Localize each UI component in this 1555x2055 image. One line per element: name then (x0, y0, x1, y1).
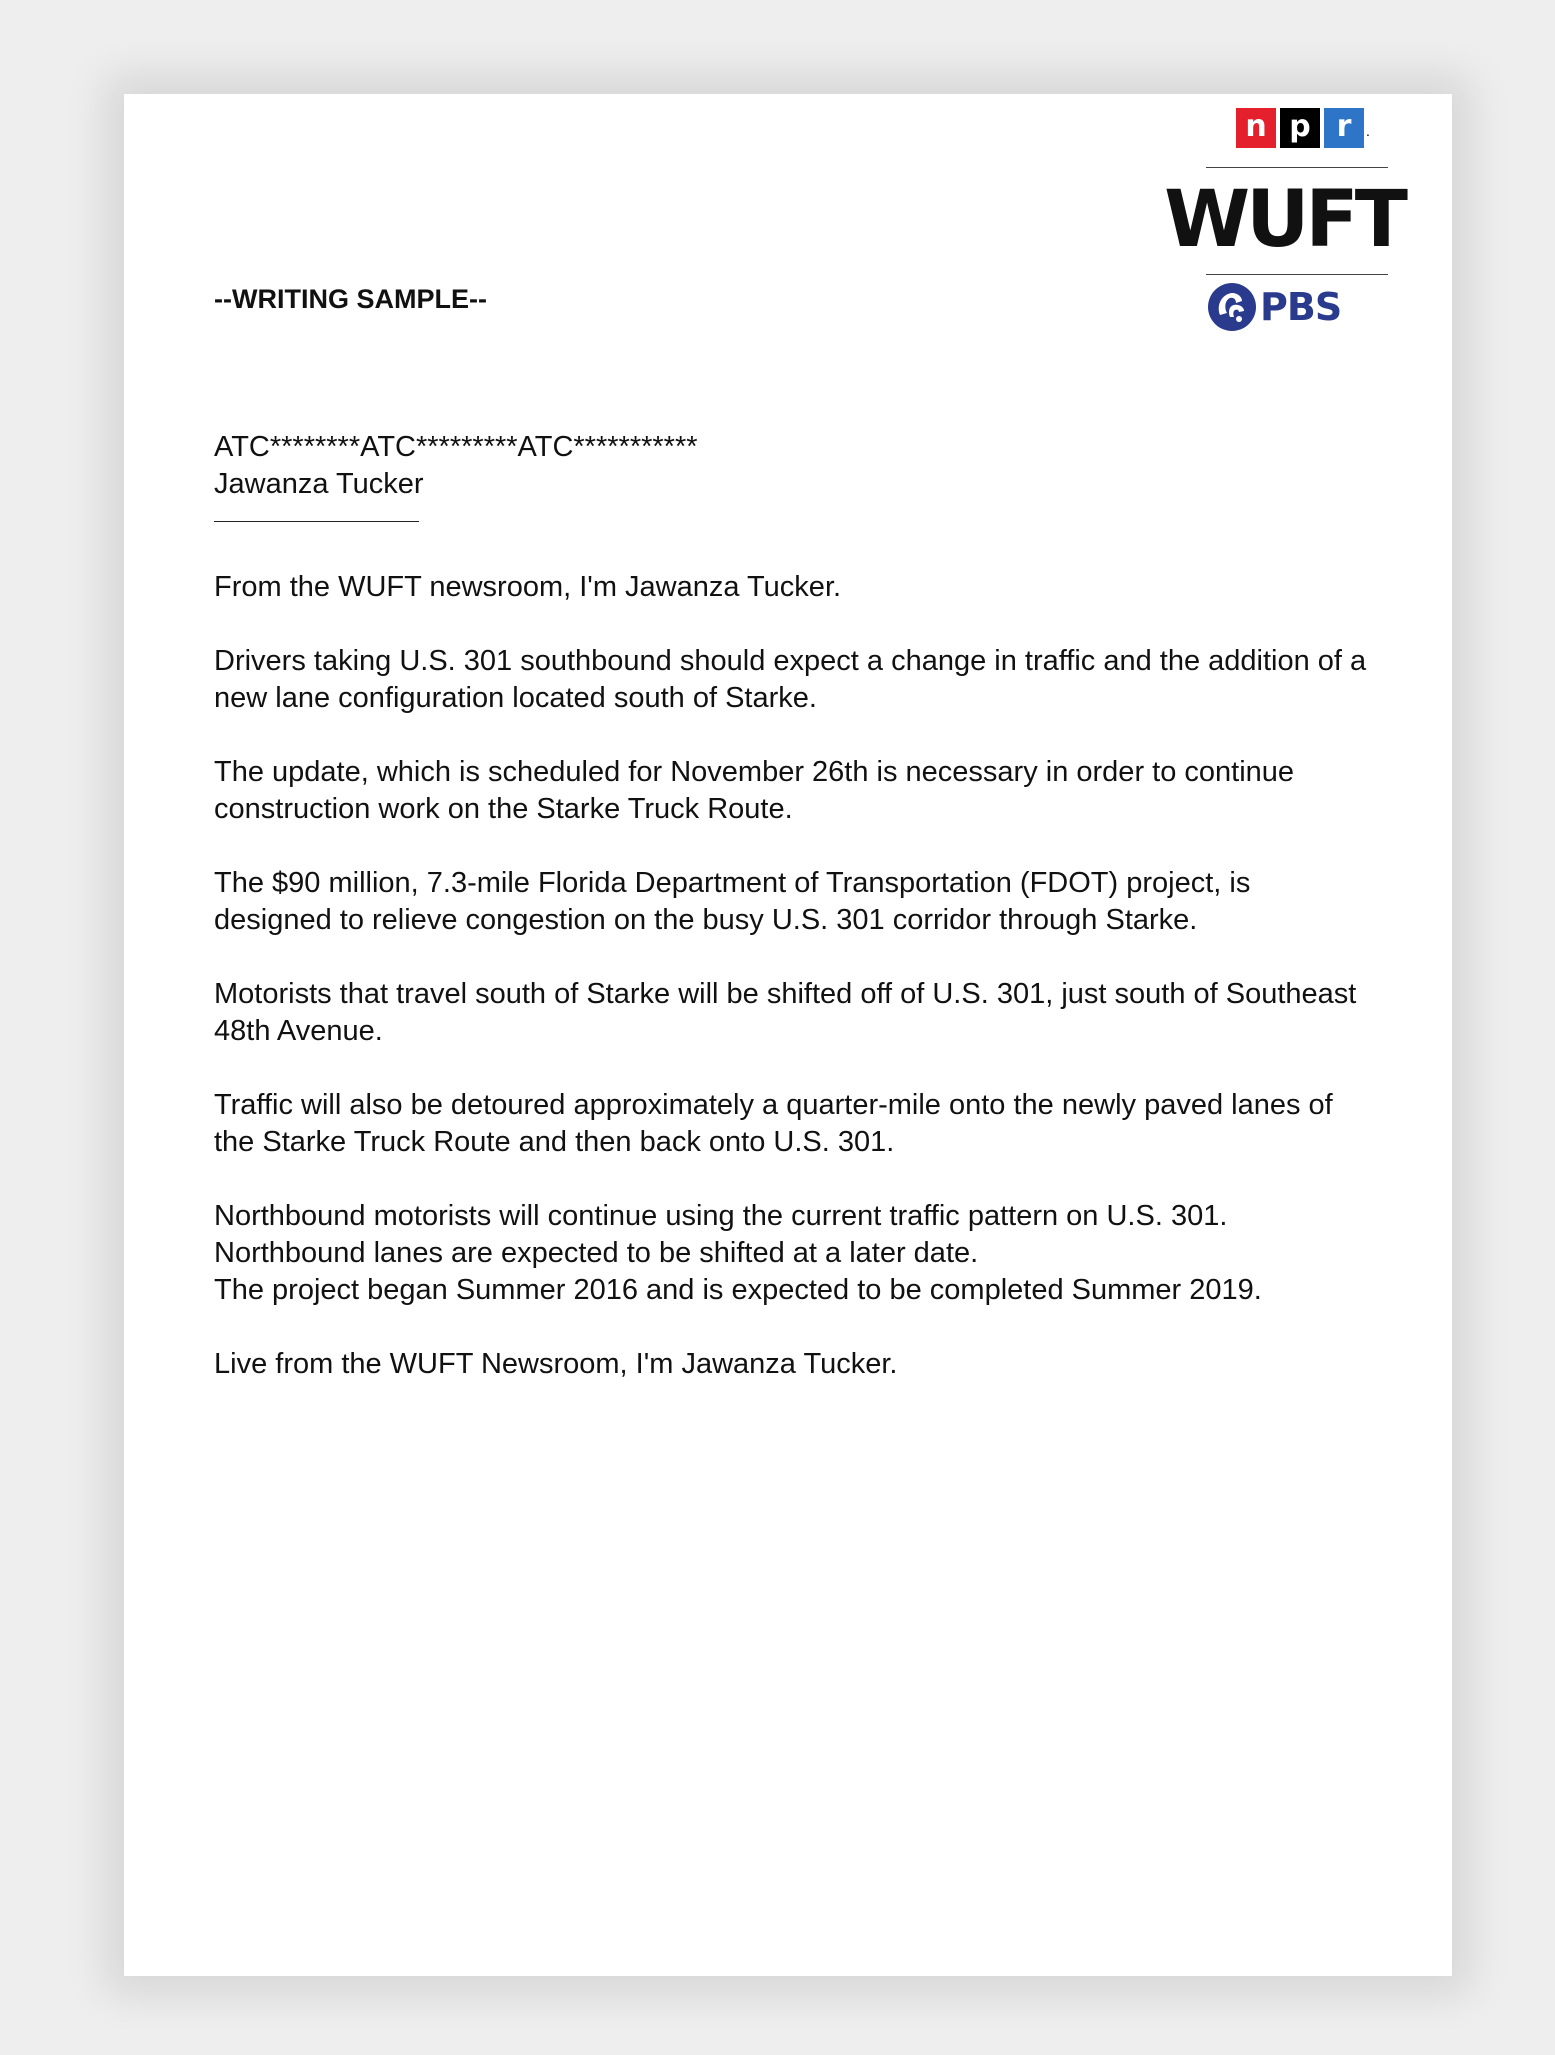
paragraph: The update, which is scheduled for November 26th is necessary in order to continue construction work on the Starke Truck Route. (214, 756, 1295, 825)
pbs-logo (1206, 281, 1341, 333)
paragraph: Northbound motorists will continue using the current traffic pattern on U.S. 301. (214, 1200, 1228, 1232)
byline: Jawanza Tucker (214, 468, 424, 500)
npr-letter-n: n (1236, 108, 1276, 148)
byline-underline (214, 521, 419, 522)
npr-logo (1236, 108, 1370, 154)
paragraph: The $90 million, 7.3-mile Florida Department of Transportation (FDOT) project, is designed to relieve congestion on the busy U.S. 301 corridor through Starke. (214, 867, 1251, 936)
pbs-head-icon (1206, 281, 1258, 333)
paragraph: Live from the WUFT Newsroom, I'm Jawanza Tucker. (214, 1348, 898, 1380)
npr-letter-p: p (1280, 108, 1320, 148)
wuft-logo (1154, 108, 1414, 328)
logo-divider-bottom (1206, 274, 1388, 275)
npr-letter-r: r (1324, 108, 1364, 148)
script-body (214, 429, 1374, 1420)
paragraph: Drivers taking U.S. 301 southbound should expect a change in traffic and the addition of a new lane configuration located south of Starke. (214, 645, 1367, 714)
writing-sample-heading: --WRITING SAMPLE-- (214, 284, 487, 314)
slug-line: ATC********ATC*********ATC*********** (214, 431, 698, 463)
paragraph: The project began Summer 2016 and is expected to be completed Summer 2019. (214, 1274, 1262, 1306)
logo-divider-top (1206, 167, 1388, 168)
npr-dot: . (1366, 123, 1370, 139)
paragraph: Northbound lanes are expected to be shifted at a later date. (214, 1237, 979, 1269)
paragraph: Traffic will also be detoured approximately a quarter-mile onto the newly paved lanes of the Starke Truck Route and then back onto U.S. 301. (214, 1089, 1333, 1158)
paragraph: Motorists that travel south of Starke will be shifted off of U.S. 301, just south of Southeast 48th Avenue. (214, 978, 1357, 1047)
wuft-wordmark: WUFT (1164, 175, 1404, 265)
document-page (124, 94, 1452, 1976)
paragraph: From the WUFT newsroom, I'm Jawanza Tucker. (214, 571, 842, 603)
pbs-wordmark: PBS (1260, 285, 1342, 329)
